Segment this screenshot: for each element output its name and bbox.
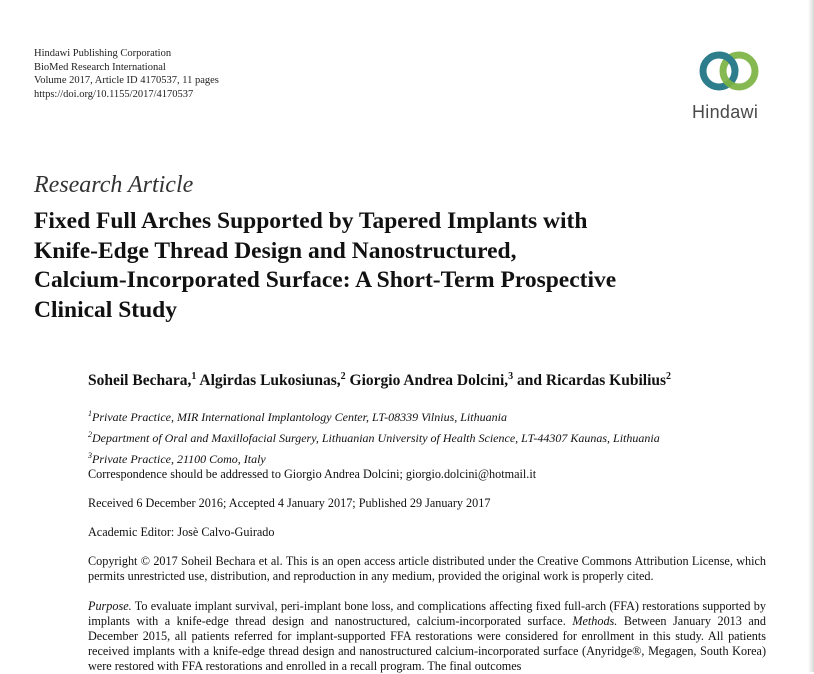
affiliation-text: Department of Oral and Maxillofacial Surgery, Lithuanian University of Health Science, LT-44307 Kaunas, Lithuania [92,431,660,445]
publisher-line: Hindawi Publishing Corporation [34,48,172,59]
methods-text: Between January 2013 and December 2015, all patients referred for implant-supported FFA restorations were considered for enrollment in this study. All patients received implants with a knife-edge thread design and nanostructured calcium-incorporated surface (Anyridge®, Megagen, South Korea) were restored with FFA restorations and enrolled in a recall program. The final outcomes [88,614,766,673]
author-affil-sup: 1 [191,371,197,382]
purpose-label: Purpose. [88,599,132,613]
hindawi-logo-text: Hindawi [692,102,759,122]
abstract [88,599,766,674]
correspondence: Correspondence should be addressed to Giorgio Andrea Dolcini; giorgio.dolcini@hotmail.it [88,467,537,481]
affiliation-sup: 3 [88,451,92,460]
author-name[interactable]: and Ricardas Kubilius [517,372,667,390]
author-list [88,371,671,390]
affiliation-text: Private Practice, MIR International Implantology Center, LT-08339 Vilnius, Lithuania [92,410,507,424]
title-line: Knife-Edge Thread Design and Nanostructured, [34,237,517,264]
purpose-text: To evaluate implant survival, peri-implant bone loss, and complications affecting fixed full-arch (FFA) restorations supported by implants with a knife-edge thread design and nanostructured, calcium-incorporated surface. [88,599,766,628]
affiliation-text: Private Practice, 21100 Como, Italy [92,452,266,466]
copyright-notice: Copyright © 2017 Soheil Bechara et al. This is an open access article distributed under the Creative Commons Attribution License, which permits unrestricted use, distribution, and reproduction in any medium, provided the original work is properly cited. [88,554,766,583]
journal-line: BioMed Research International [34,61,166,73]
title-line: Fixed Full Arches Supported by Tapered Implants with [34,208,588,234]
affiliation-item [88,447,660,468]
affiliation-item [88,405,660,426]
author-affil-sup: 2 [340,371,346,382]
author-name[interactable]: Soheil Bechara, [88,372,192,390]
methods-label: Methods. [572,614,618,628]
academic-editor: Academic Editor: Josè Calvo-Guirado [88,525,275,539]
article-title [34,207,734,325]
affiliation-sup: 1 [88,409,92,418]
title-line: Clinical Study [34,296,177,323]
affiliation-item [88,426,660,447]
author-affil-sup: 3 [508,371,514,382]
author-affil-sup: 2 [666,371,672,382]
page-edge-shadow [808,0,814,672]
volume-line: Volume 2017, Article ID 4170537, 11 pages [34,75,219,87]
author-name[interactable]: Algirdas Lukosiunas, [199,372,341,390]
title-line: Calcium-Incorporated Surface: A Short-Term Prospective [34,267,617,294]
publication-dates: Received 6 December 2016; Accepted 4 January 2017; Published 29 January 2017 [88,496,491,510]
affiliations [88,405,660,468]
article-type: Research Article [34,172,194,198]
publisher-info [34,47,219,101]
author-name[interactable]: Giorgio Andrea Dolcini, [349,372,509,390]
affiliation-sup: 2 [88,430,92,439]
doi-link[interactable]: https://doi.org/10.1155/2017/4170537 [34,88,194,100]
